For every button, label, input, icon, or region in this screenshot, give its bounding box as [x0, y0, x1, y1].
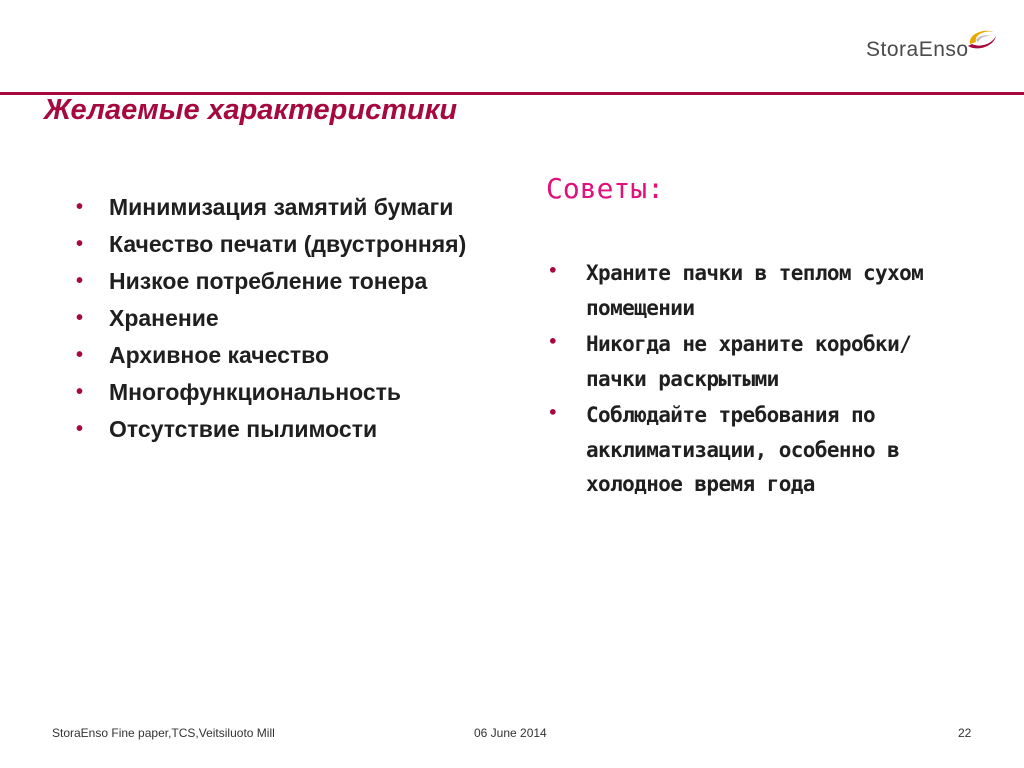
- list-item: • Архивное качество: [72, 338, 522, 373]
- page-number: 22: [958, 726, 972, 740]
- list-item: • Отсутствие пылимости: [72, 412, 522, 447]
- page-title: Желаемые характеристики: [44, 94, 458, 126]
- list-item: • Храните пачки в теплом сухом помещении: [546, 256, 966, 325]
- list-item: • Низкое потребление тонера: [72, 264, 522, 299]
- bullet-icon: •: [76, 307, 84, 329]
- list-item: • Соблюдайте требования по акклиматизации, особенно в холодное время года: [546, 398, 966, 502]
- bullet-icon: •: [548, 332, 558, 351]
- footer-source: StoraEnso Fine paper,TCS,Veitsiluoto Mill: [52, 726, 275, 740]
- stora-enso-logo: [866, 26, 1006, 66]
- bullet-icon: •: [548, 403, 558, 422]
- list-item: • Качество печати (двустронняя): [72, 227, 522, 262]
- bullet-icon: •: [76, 233, 84, 255]
- bullet-icon: •: [548, 261, 558, 280]
- footer-date: 06 June 2014: [474, 726, 547, 740]
- list-item: • Никогда не храните коробки/пачки раскрытыми: [546, 327, 966, 396]
- list-item: • Многофункциональность: [72, 375, 522, 410]
- bullet-icon: •: [76, 344, 84, 366]
- list-item: • Минимизация замятий бумаги: [72, 190, 522, 225]
- logo-wordmark: StoraEnso: [866, 38, 969, 61]
- bullet-icon: •: [76, 196, 84, 218]
- bullet-icon: •: [76, 381, 84, 403]
- bullet-icon: •: [76, 418, 84, 440]
- list-item: • Хранение: [72, 301, 522, 336]
- bullet-icon: •: [76, 270, 84, 292]
- tips-heading: Советы:: [546, 172, 665, 205]
- logo-swirl-icon: [964, 26, 998, 52]
- tips-list: [546, 256, 966, 504]
- characteristics-list: [72, 190, 522, 449]
